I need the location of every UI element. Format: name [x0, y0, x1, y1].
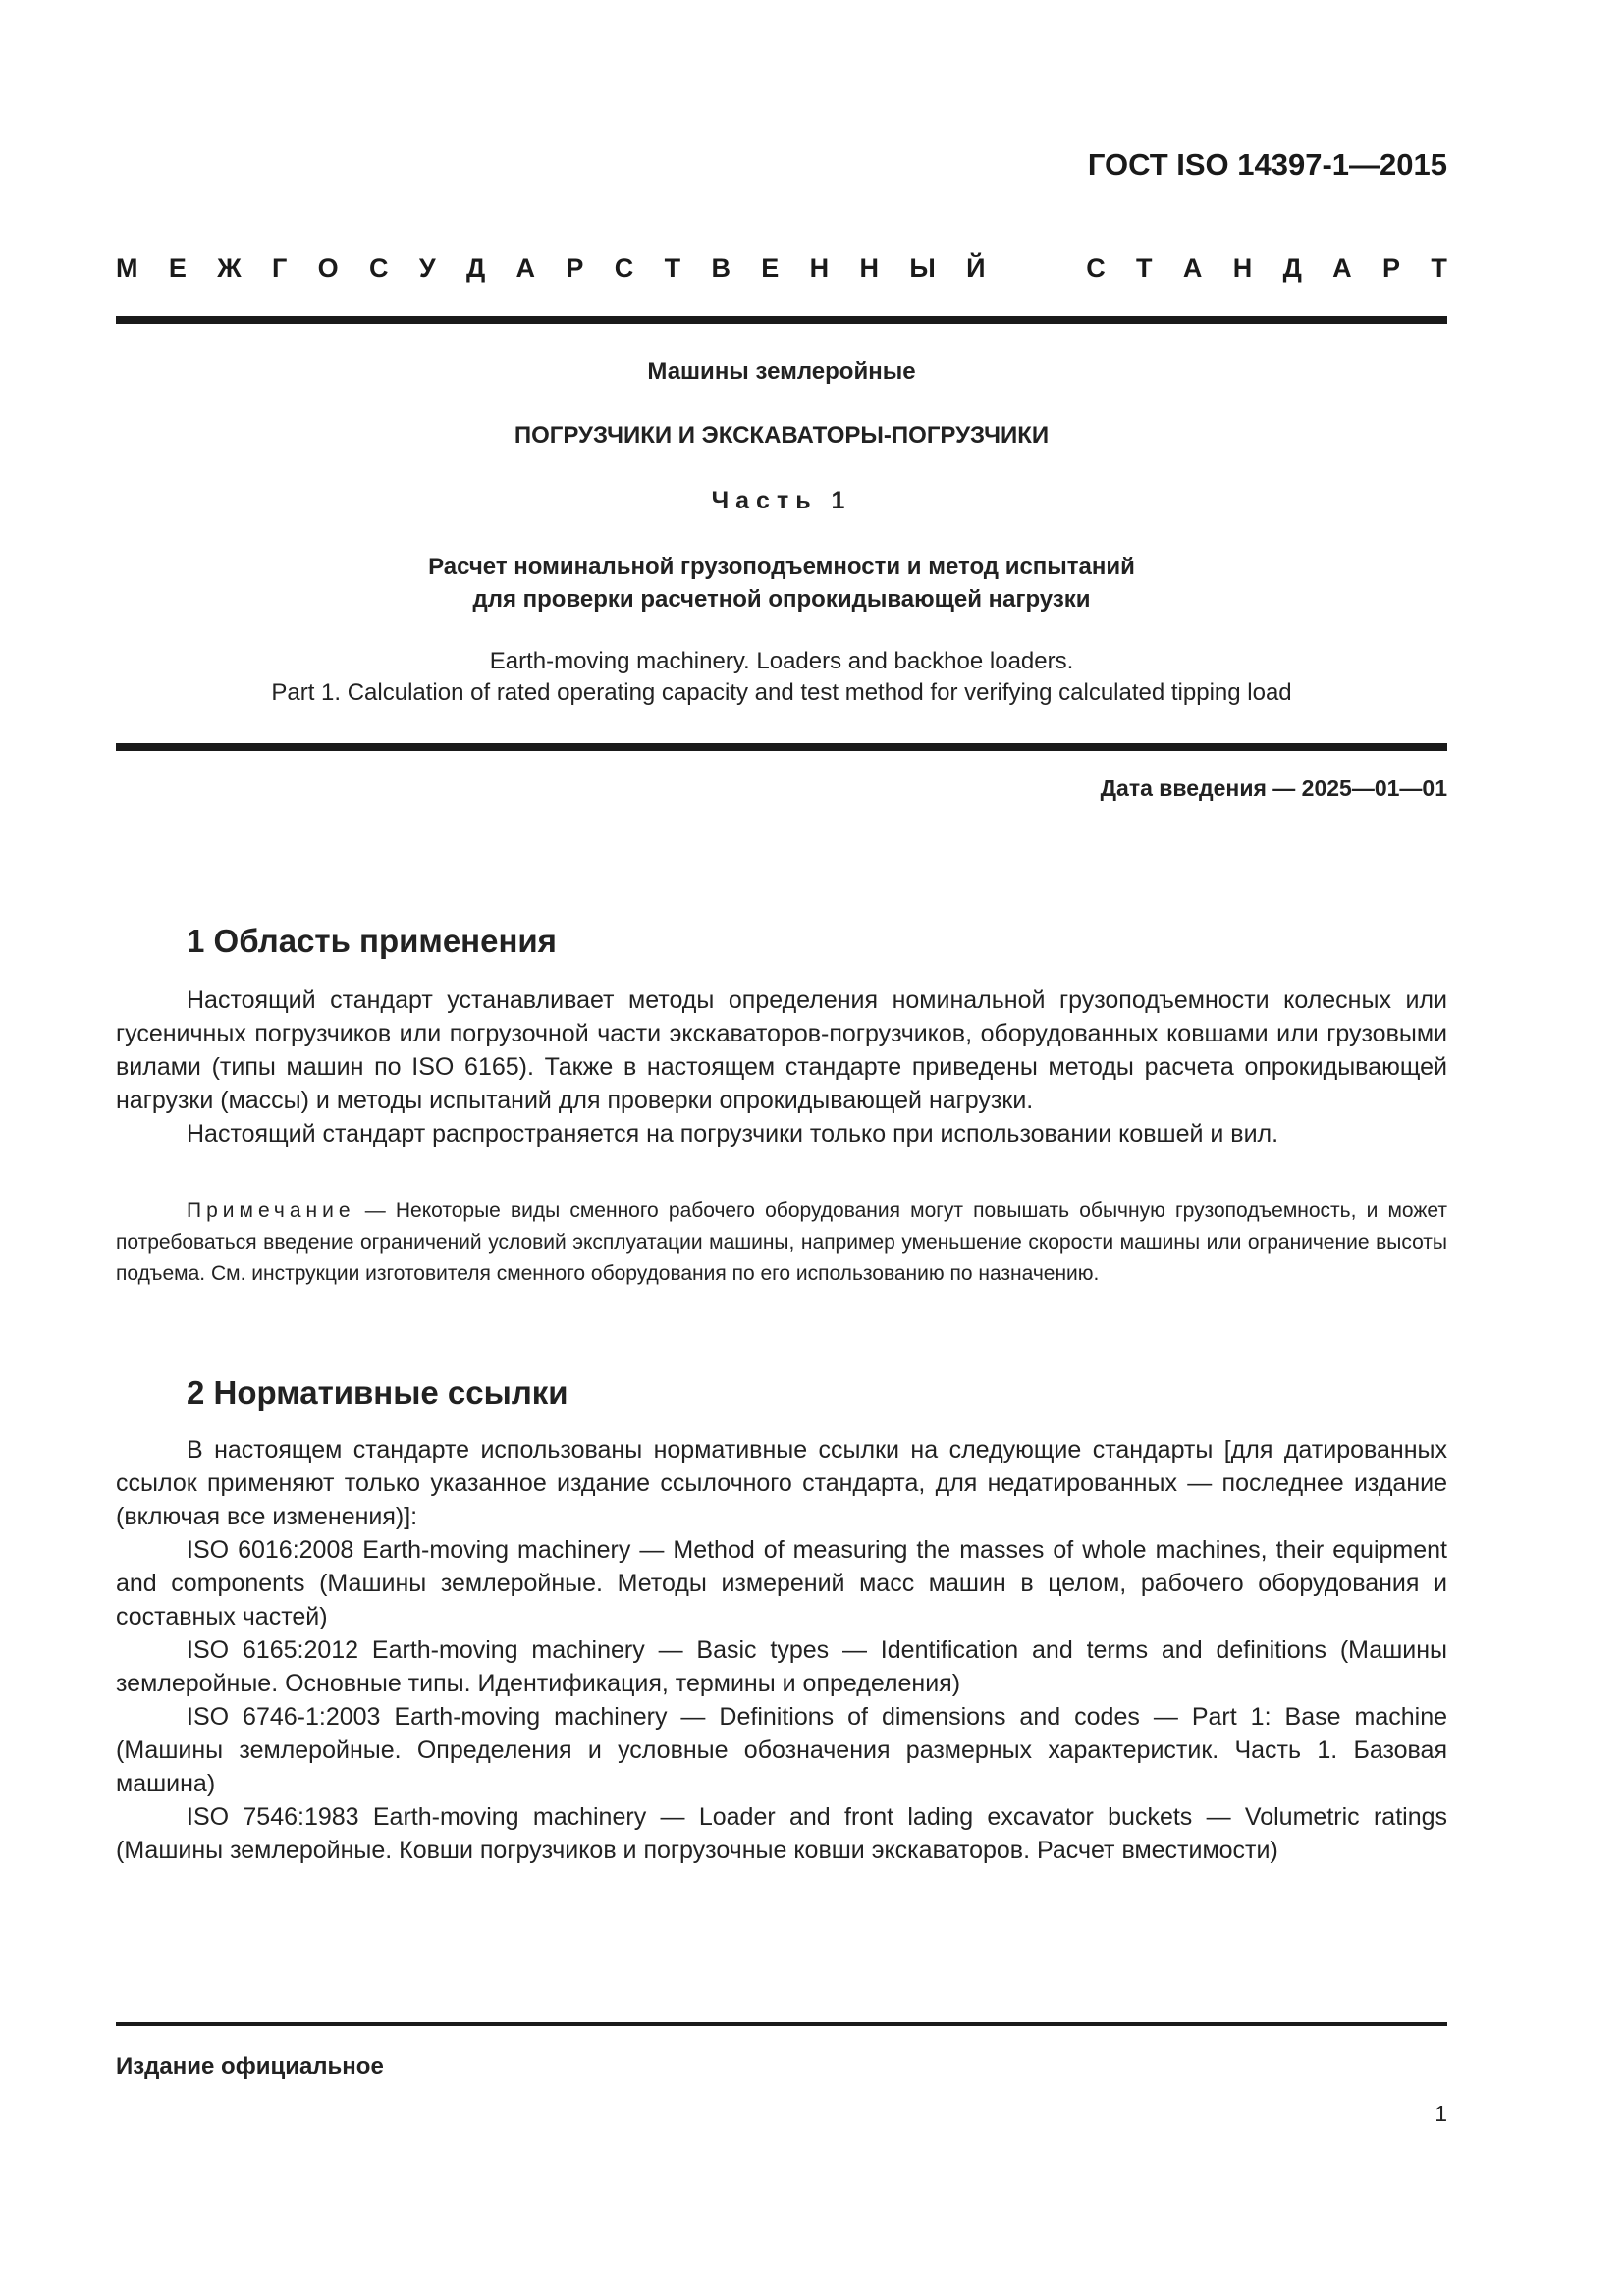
banner-letter: Ж [217, 253, 242, 283]
banner-letter: Т [1136, 253, 1153, 283]
paragraph: Настоящий стандарт устанавливает методы определения номинальной грузоподъемности колесных или гусеничных погрузчиков или погрузочной части экскаваторов-погрузчиков, оборудованных ковшами или грузовыми вилами (типы машин по ISO 6165). Также в настоящем стандарте приведены методы расчета опрокидывающей нагрузки (массы) и методы испытаний для проверки опрокидывающей нагрузки. [116, 987, 1447, 1114]
banner-letter: Н [1232, 253, 1253, 283]
note-label: Примечание [187, 1200, 355, 1222]
title-subtitle [116, 551, 1447, 615]
subtitle-line: для проверки расчетной опрокидывающей нагрузки [472, 586, 1091, 613]
banner-letter: С [368, 253, 389, 283]
reference-item: ISO 6746-1:2003 Earth-moving machinery — Definitions of dimensions and codes — Part 1: Base machine (Машины землеройные. Определения и условные обозначения размерных характеристик. Часть 1. Базовая машина) [116, 1703, 1447, 1797]
english-title [116, 646, 1447, 709]
banner-letter: Е [168, 253, 187, 283]
banner-letter: А [515, 253, 536, 283]
header-divider [116, 316, 1447, 324]
title-divider [116, 743, 1447, 751]
references-list [116, 1433, 1447, 1867]
scope-text [116, 984, 1447, 1150]
banner-letter: Г [271, 253, 288, 283]
banner-letter: Н [859, 253, 879, 283]
banner-letter: О [317, 253, 339, 283]
scope-note [116, 1196, 1447, 1290]
banner-letter: Т [664, 253, 681, 283]
official-edition-label: Издание официальное [116, 2054, 384, 2080]
banner-letter: Н [809, 253, 830, 283]
english-title-line: Earth-moving machinery. Loaders and backhoe loaders. [489, 648, 1074, 674]
interstate-standard-banner [116, 253, 1447, 284]
banner-letter: Р [566, 253, 584, 283]
banner-letter: А [1332, 253, 1352, 283]
introduction-date: Дата введения — 2025—01—01 [1100, 775, 1447, 801]
section-heading-references: 2 Нормативные ссылки [187, 1374, 568, 1411]
reference-item: ISO 7546:1983 Earth-moving machinery — Loader and front lading excavator buckets — Volumetric ratings (Машины землеройные. Ковши погрузчиков и погрузочные ковши экскаваторов. Расчет вместимости) [116, 1803, 1447, 1864]
page-number: 1 [1435, 2101, 1447, 2126]
banner-letter: М [116, 253, 138, 283]
reference-item: ISO 6165:2012 Earth-moving machinery — Basic types — Identification and terms and definitions (Машины землеройные. Основные типы. Идентификация, термины и определения) [116, 1636, 1447, 1697]
banner-letter: С [614, 253, 634, 283]
banner-letter: С [1086, 253, 1106, 283]
reference-item: ISO 6016:2008 Earth-moving machinery — Method of measuring the masses of whole machines, their equipment and components (Машины землеройные. Методы измерений масс машин в целом, рабочего оборудования и составных частей) [116, 1536, 1447, 1630]
section-heading-scope: 1 Область применения [187, 923, 557, 959]
banner-letter: Й [966, 253, 986, 283]
english-title-line: Part 1. Calculation of rated operating capacity and test method for verifying calculated tipping load [271, 679, 1292, 706]
banner-word-gap [1016, 253, 1056, 284]
banner-letter: В [711, 253, 731, 283]
references-intro: В настоящем стандарте использованы нормативные ссылки на следующие стандарты [для датированных ссылок применяют только указанное издание ссылочного стандарта, для недатированных — последнее издание (включая все изменения)]: [116, 1436, 1447, 1530]
subtitle-line: Расчет номинальной грузоподъемности и метод испытаний [428, 554, 1135, 580]
title-machines: Машины землеройные [647, 358, 916, 385]
banner-letter: А [1182, 253, 1203, 283]
banner-letter: У [418, 253, 436, 283]
banner-letter: Р [1382, 253, 1401, 283]
banner-letter: Д [465, 253, 486, 283]
document-code: ГОСТ ISO 14397-1—2015 [1087, 147, 1447, 182]
banner-letter: Д [1282, 253, 1302, 283]
banner-letter: Е [761, 253, 780, 283]
title-loaders: ПОГРУЗЧИКИ И ЭКСКАВАТОРЫ-ПОГРУЗЧИКИ [514, 422, 1050, 449]
banner-letter: Т [1431, 253, 1447, 283]
footer-divider [116, 2022, 1447, 2026]
paragraph: Настоящий стандарт распространяется на погрузчики только при использовании ковшей и вил. [187, 1120, 1279, 1148]
note-text: — Некоторые виды сменного рабочего оборудования могут повышать обычную грузоподъемность, и может потребоваться введение ограничений условий эксплуатации машины, например уменьшение скорости машины или ограничение высоты подъема. См. инструкции изготовителя сменного оборудования по его использованию по назначению. [116, 1200, 1447, 1285]
banner-letter: Ы [909, 253, 936, 283]
title-part: Часть 1 [711, 487, 852, 514]
